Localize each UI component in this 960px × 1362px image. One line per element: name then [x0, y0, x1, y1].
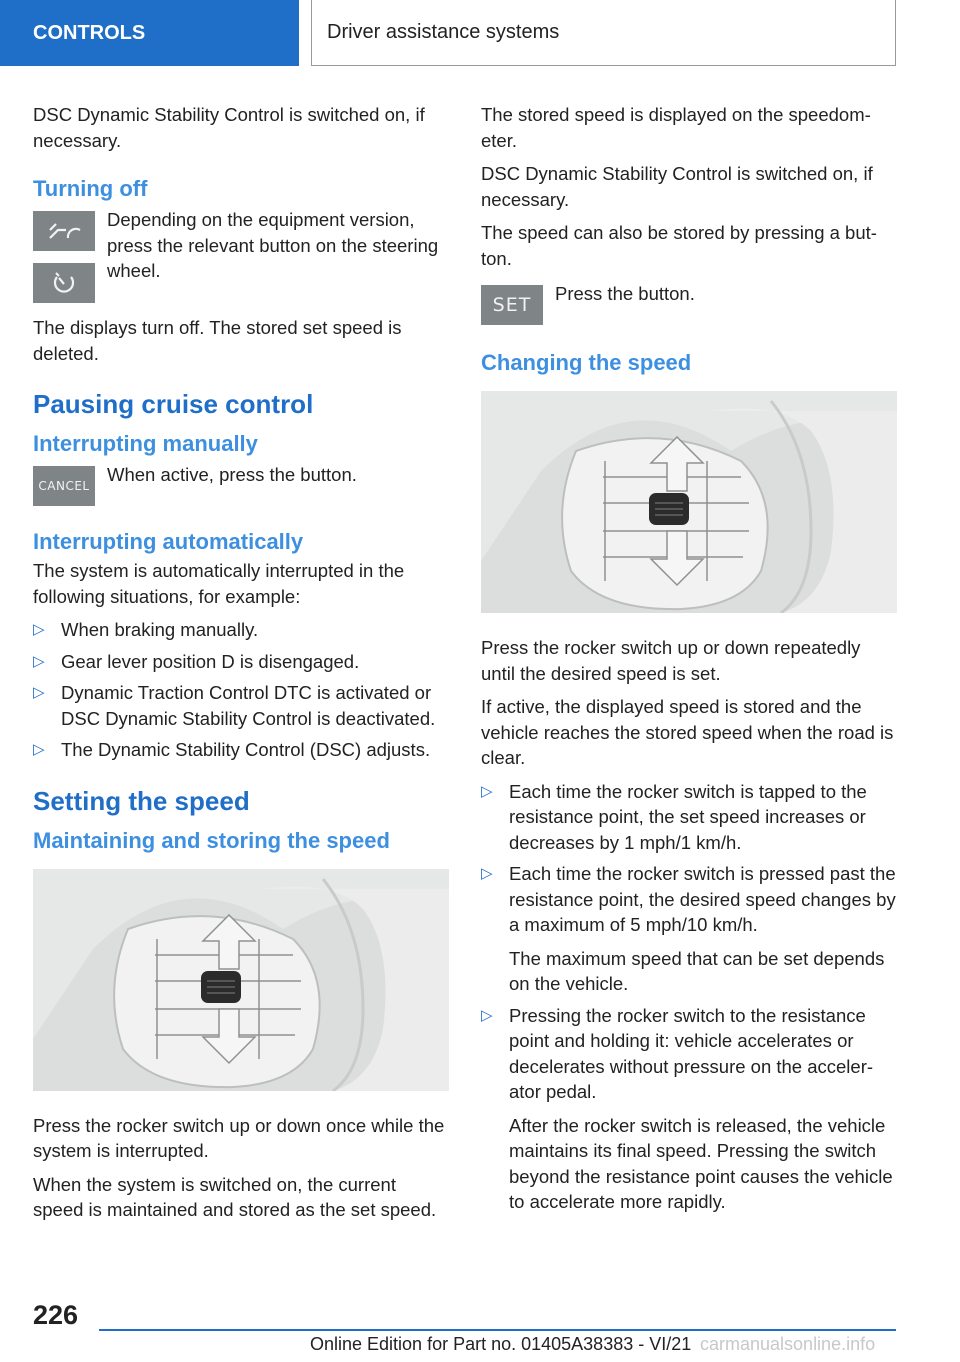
list-item: ▷ Dynamic Traction Control DTC is activated or DSC Dynamic Stability Control is deactivated.	[33, 682, 436, 729]
interrupt-manual-text: When active, press the button.	[107, 464, 357, 485]
setting-heading: Setting the speed	[33, 785, 250, 816]
section-tab	[0, 0, 299, 66]
turning-off-row	[33, 211, 449, 303]
list-item: ▷ When braking manually.	[33, 617, 449, 643]
cruise-off-button-icon	[33, 211, 95, 251]
triangle-bullet-icon: ▷	[481, 1006, 493, 1024]
right-paragraph-3: The speed can also be stored by pressing a button.	[481, 222, 877, 269]
triangle-bullet-icon: ▷	[33, 684, 45, 701]
set-button-icon	[481, 285, 543, 325]
cancel-label: CANCEL	[38, 479, 90, 493]
chapter-tab	[311, 0, 896, 66]
triangle-bullet-icon: ▷	[481, 865, 493, 882]
list-item: ▷ Each time the rocker switch is tapped to the resistance point, the set speed increases or decreases by 1 mph/1 km/h.	[481, 780, 867, 853]
right-paragraph-1: The stored speed is displayed on the speedometer.	[481, 104, 871, 151]
section-title: CONTROLS	[33, 21, 146, 44]
change-paragraph-2: If active, the displayed speed is stored and the vehicle reaches the stored speed when the road is clear.	[481, 696, 894, 768]
triangle-bullet-icon: ▷	[33, 741, 45, 758]
chapter-title: Driver assistance systems	[327, 21, 560, 43]
maintaining-heading: Maintaining and storing the speed	[33, 827, 390, 853]
set-row	[481, 285, 897, 325]
triangle-bullet-icon: ▷	[33, 652, 45, 670]
turning-off-text: Depending on the equipment version, press the relevant button on the steering wheel.	[107, 209, 439, 281]
right-column	[481, 102, 897, 1223]
intro-paragraph: DSC Dynamic Stability Control is switched on, if necessary.	[33, 104, 425, 151]
set-label: SET	[492, 294, 532, 316]
list-item: ▷ The Dynamic Stability Control (DSC) adjusts.	[33, 737, 449, 763]
change-list	[481, 779, 897, 1215]
turning-off-result: The displays turn off. The stored set speed is deleted.	[33, 317, 402, 364]
list-item: ▷ Each time the rocker switch is pressed past the resistance point, the desired speed changes by a maximum of 5 mph/10 km/h. The maximum speed that can be set depends on the vehicle.	[481, 861, 897, 997]
cancel-row	[33, 466, 449, 506]
changing-heading: Changing the speed	[481, 350, 692, 375]
steering-wheel-rocker-illustration	[33, 869, 449, 1091]
cruise-gauge-button-icon	[33, 263, 95, 303]
page-number: 226	[33, 1300, 79, 1330]
change-paragraph-1: Press the rocker switch up or down repeatedly until the desired speed is set.	[481, 637, 861, 684]
left-column	[33, 102, 449, 1231]
pausing-heading: Pausing cruise control	[33, 389, 314, 419]
interrupt-manual-heading: Interrupting manually	[33, 431, 258, 456]
maintain-paragraph-1: Press the rocker switch up or down once while the system is interrupted.	[33, 1114, 445, 1161]
list-item-note: After the rocker switch is released, the vehicle maintains its final speed. Pressing the switch beyond the resistance point causes the vehicle to accelerate more rapidly.	[509, 1114, 893, 1212]
auto-interrupt-list	[33, 617, 449, 763]
steering-wheel-rocker-illustration	[481, 391, 897, 613]
triangle-bullet-icon: ▷	[481, 782, 493, 800]
cancel-button-icon	[33, 466, 95, 506]
maintain-paragraph-2: When the system is switched on, the current speed is maintained and stored as the set speed.	[33, 1173, 437, 1220]
right-paragraph-2: DSC Dynamic Stability Control is switched on, if necessary.	[481, 163, 873, 210]
list-item-note: The maximum speed that can be set depends on the vehicle.	[509, 947, 885, 994]
interrupt-auto-heading: Interrupting automatically	[33, 529, 304, 554]
watermark: carmanualsonline.info	[700, 1334, 876, 1354]
triangle-bullet-icon: ▷	[33, 621, 45, 638]
footer-divider	[99, 1329, 896, 1331]
list-item: ▷ Gear lever position D is disengaged.	[33, 649, 449, 675]
turning-off-heading: Turning off	[33, 176, 148, 201]
set-text: Press the button.	[555, 283, 695, 304]
list-item: ▷ Pressing the rocker switch to the resistance point and holding it: vehicle accelerates or decelerates without pressure on the accelerator pedal. After the rocker switch is released, the vehicle maintains its final speed. Pressing the switch beyond the resistance point causes the vehicle to accelerate more rapidly.	[481, 1003, 897, 1215]
interrupt-auto-text: The system is automatically interrupted in the following situations, for example:	[33, 560, 405, 607]
edition-text: Online Edition for Part no. 01405A38383 - VI/21	[310, 1334, 692, 1354]
